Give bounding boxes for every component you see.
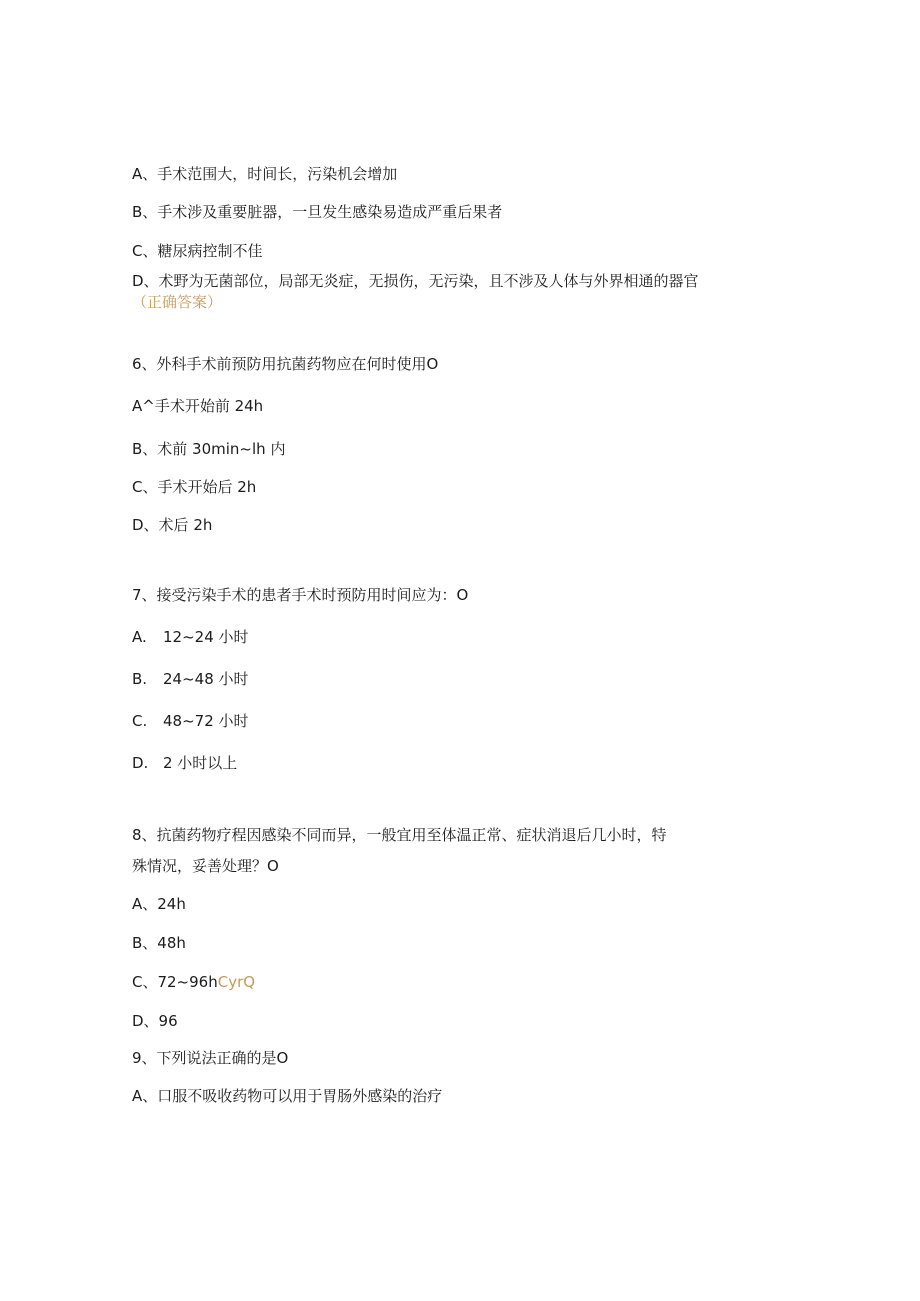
q6-option-d: D、术后 2h	[132, 516, 213, 534]
q8-question-line-1: 8、抗菌药物疗程因感染不同而异，一般宜用至体温正常、症状消退后几小时，特	[132, 826, 667, 844]
q7-option-d-text: 2 小时以上	[163, 754, 238, 772]
q8-option-b: B、48h	[132, 934, 186, 952]
q7-option-c-label: C.	[132, 712, 148, 730]
q5-option-a: A、手术范围大，时间长，污染机会增加	[132, 165, 398, 183]
q7-option-a-text: 12~24 小时	[163, 628, 249, 646]
q7-option-b	[132, 669, 249, 689]
q8-option-c	[132, 972, 255, 992]
q8-correct-answer-mark: CyrQ	[217, 973, 256, 991]
q9-option-a: A、口服不吸收药物可以用于胃肠外感染的治疗	[132, 1087, 443, 1105]
q6-option-b: B、术前 30min~lh 内	[132, 440, 286, 458]
q7-option-b-label: B.	[132, 670, 148, 688]
q7-question: 7、接受污染手术的患者手术时预防用时间应为：O	[132, 586, 469, 604]
q5-correct-answer-mark: （正确答案）	[132, 293, 223, 311]
q5-option-d: D、术野为无菌部位，局部无炎症，无损伤，无污染，且不涉及人体与外界相通的器官	[132, 272, 699, 290]
q8-option-c-text: C、72~96h	[132, 973, 218, 991]
q9-question: 9、下列说法正确的是O	[132, 1049, 289, 1067]
q5-option-c: C、糖尿病控制不佳	[132, 242, 263, 260]
q6-option-a: A^手术开始前 24h	[132, 397, 264, 415]
q7-option-d	[132, 753, 237, 773]
q8-option-d: D、96	[132, 1012, 178, 1030]
q7-option-c-text: 48~72 小时	[163, 712, 249, 730]
q7-option-b-text: 24~48 小时	[163, 670, 249, 688]
q6-option-c: C、手术开始后 2h	[132, 478, 257, 496]
q8-option-a: A、24h	[132, 895, 186, 913]
q7-option-d-label: D.	[132, 754, 149, 772]
q7-option-a-label: A.	[132, 628, 147, 646]
q5-option-b: B、手术涉及重要脏器，一旦发生感染易造成严重后果者	[132, 203, 503, 221]
q7-option-a	[132, 627, 249, 647]
q6-question: 6、外科手术前预防用抗菌药物应在何时使用O	[132, 355, 439, 373]
q8-question-line-2: 殊情况，妥善处理？O	[132, 857, 279, 875]
q7-option-c	[132, 711, 249, 731]
